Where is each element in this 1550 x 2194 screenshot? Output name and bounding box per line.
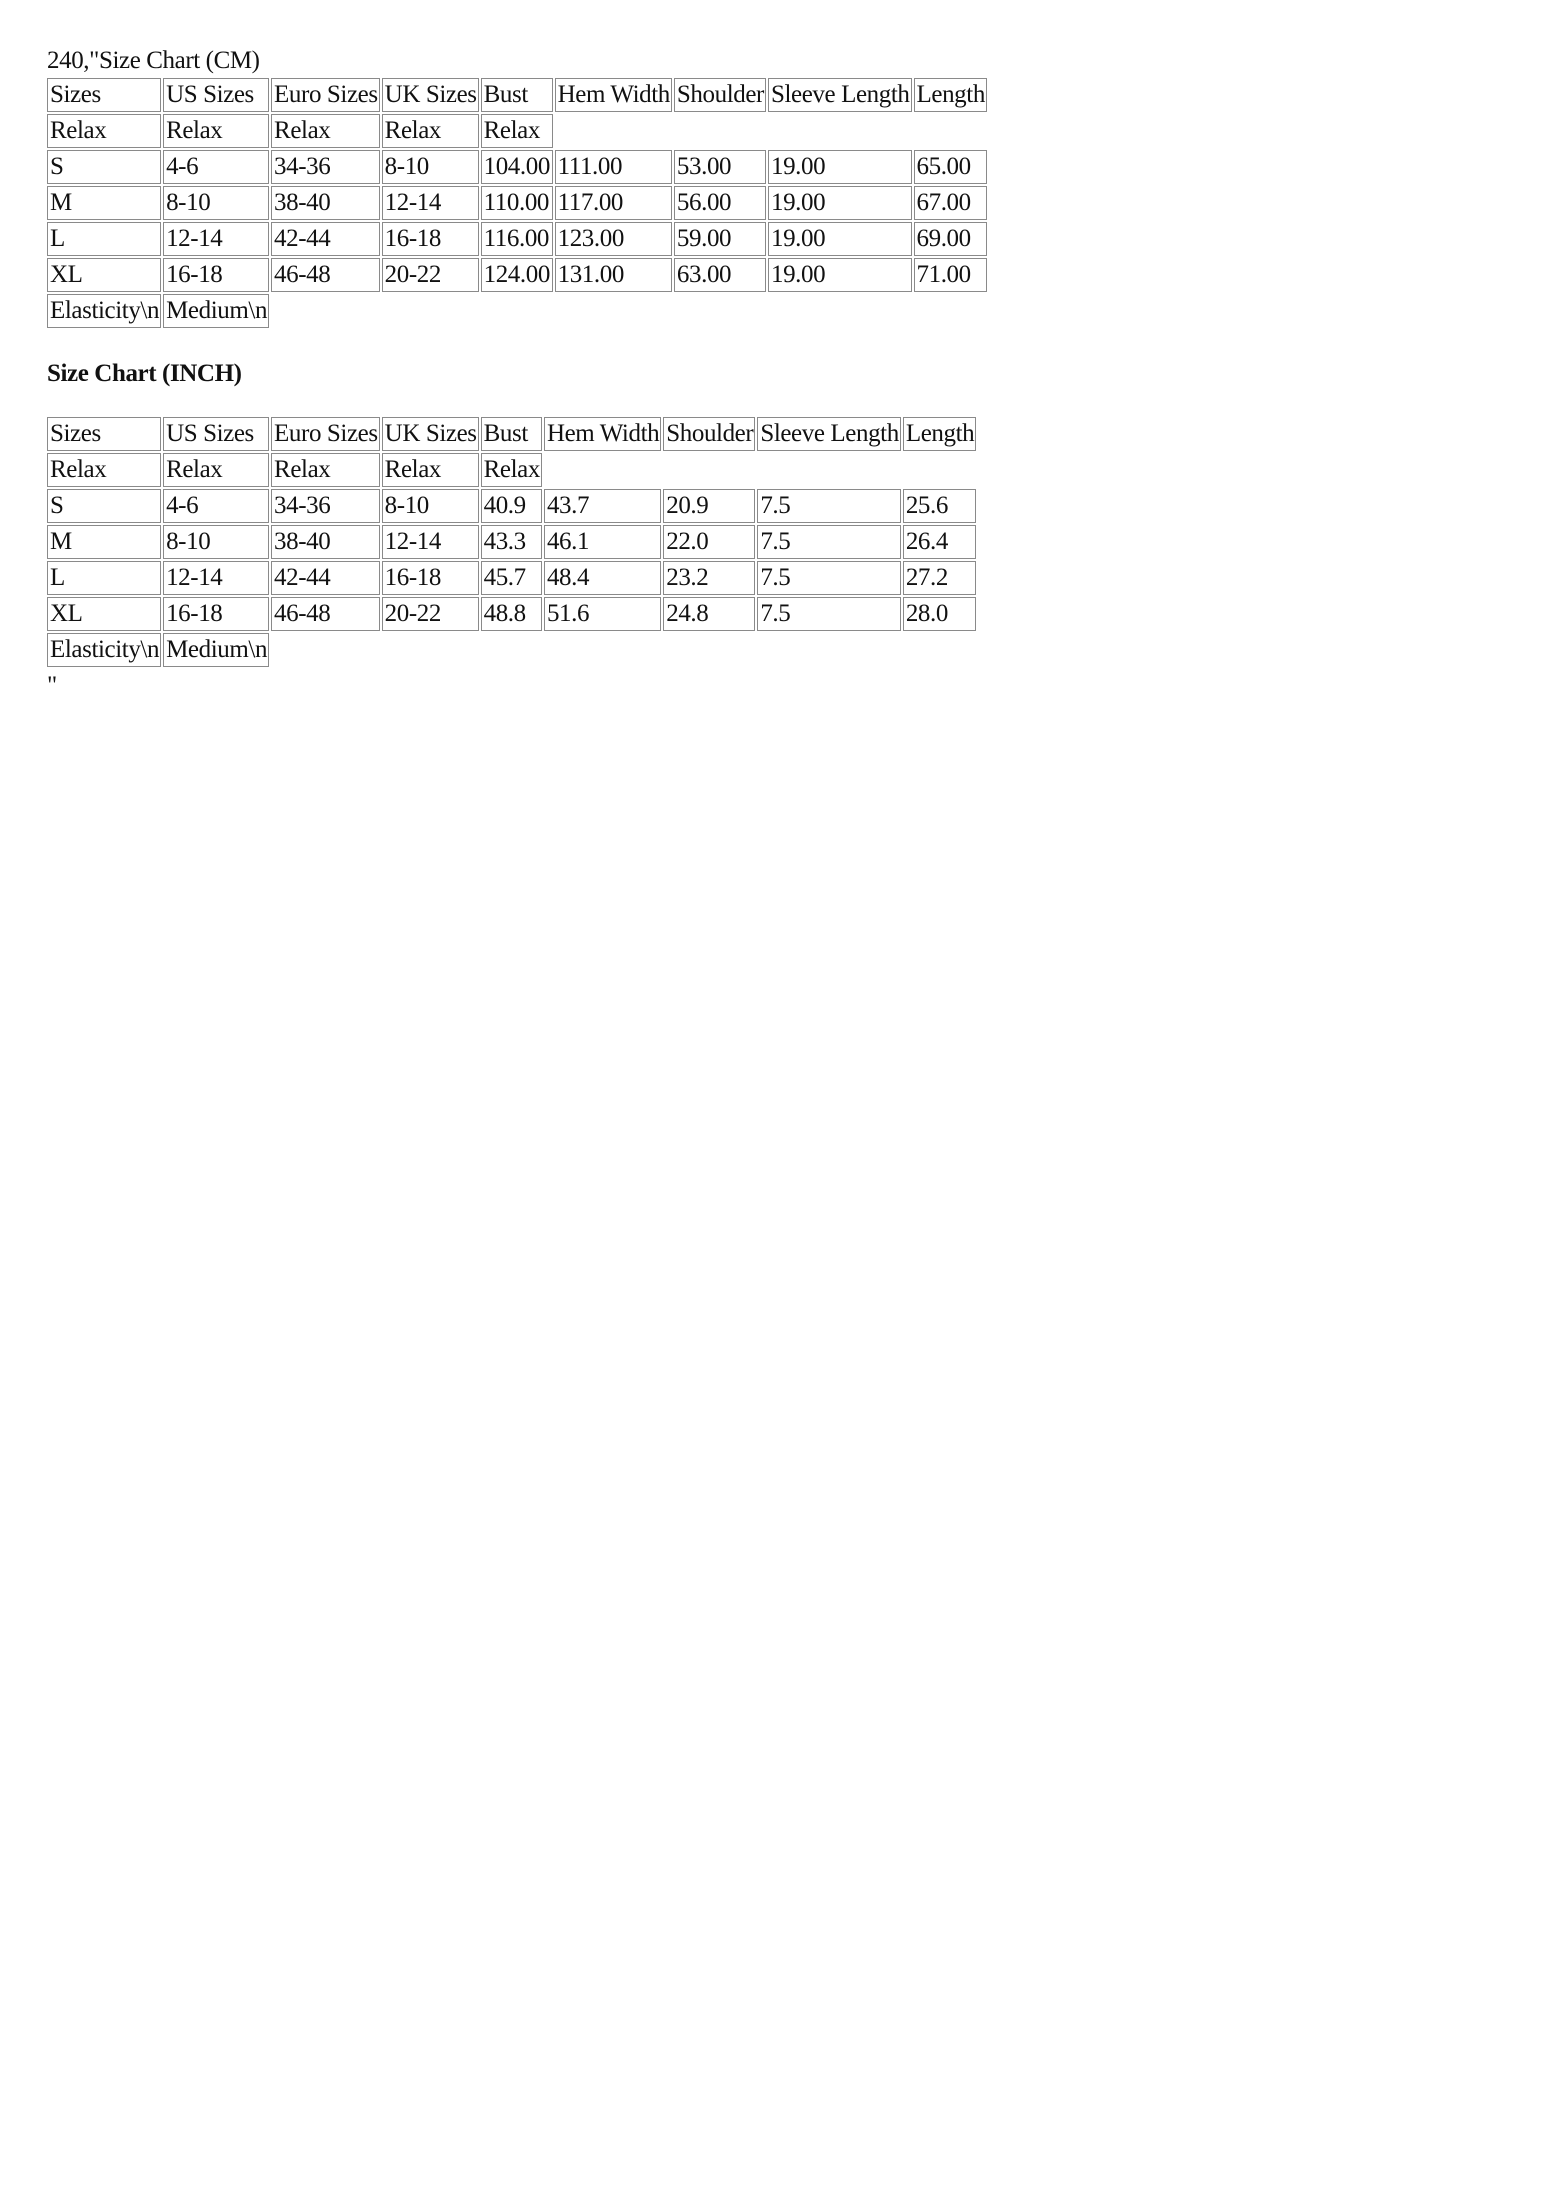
table-cell: 7.5 bbox=[757, 489, 901, 523]
table-cell: 131.00 bbox=[555, 258, 672, 292]
empty-cell bbox=[271, 294, 987, 328]
table-cell: 19.00 bbox=[768, 150, 912, 184]
table-cell: 20-22 bbox=[382, 597, 479, 631]
relax-cell: Relax bbox=[163, 114, 269, 148]
header-cell: US Sizes bbox=[163, 417, 269, 451]
table-cell: L bbox=[47, 222, 161, 256]
table-cell: 65.00 bbox=[914, 150, 987, 184]
table-cell: 12-14 bbox=[382, 525, 479, 559]
size-chart-cm-table bbox=[45, 76, 989, 330]
table-cell: 71.00 bbox=[914, 258, 987, 292]
table-cell: 34-36 bbox=[271, 150, 380, 184]
table-cell: 124.00 bbox=[481, 258, 553, 292]
header-cell: Euro Sizes bbox=[271, 78, 380, 112]
table-cell: XL bbox=[47, 258, 161, 292]
table-cell: 16-18 bbox=[163, 258, 269, 292]
footer-row bbox=[47, 294, 987, 328]
table-cell: S bbox=[47, 489, 161, 523]
table-cell: 16-18 bbox=[382, 561, 479, 595]
header-cell: Length bbox=[914, 78, 987, 112]
table-cell: 28.0 bbox=[903, 597, 976, 631]
table-cell: 67.00 bbox=[914, 186, 987, 220]
header-cell: US Sizes bbox=[163, 78, 269, 112]
table-cell: 123.00 bbox=[555, 222, 672, 256]
empty-cell bbox=[271, 633, 976, 667]
table-cell: 25.6 bbox=[903, 489, 976, 523]
table-cell: L bbox=[47, 561, 161, 595]
table-cell: 43.3 bbox=[481, 525, 542, 559]
table-cell: 16-18 bbox=[163, 597, 269, 631]
table-cell: 38-40 bbox=[271, 186, 380, 220]
footer-cell: Medium\n bbox=[163, 294, 269, 328]
table-cell: 19.00 bbox=[768, 222, 912, 256]
table-cell: M bbox=[47, 186, 161, 220]
table-cell: 8-10 bbox=[382, 489, 479, 523]
relax-cell: Relax bbox=[271, 114, 380, 148]
table-cell: 51.6 bbox=[544, 597, 661, 631]
table-row bbox=[47, 489, 976, 523]
footer-row bbox=[47, 633, 976, 667]
table-cell: 4-6 bbox=[163, 150, 269, 184]
table-cell: 48.8 bbox=[481, 597, 542, 631]
table-cell: S bbox=[47, 150, 161, 184]
intro-text: 240,"Size Chart (CM) bbox=[47, 47, 260, 74]
relax-cell: Relax bbox=[47, 114, 161, 148]
table-cell: 48.4 bbox=[544, 561, 661, 595]
header-cell: Sizes bbox=[47, 417, 161, 451]
header-cell: Hem Width bbox=[544, 417, 661, 451]
relax-cell: Relax bbox=[382, 453, 479, 487]
table-cell: 26.4 bbox=[903, 525, 976, 559]
empty-cell bbox=[544, 453, 976, 487]
table-cell: 19.00 bbox=[768, 186, 912, 220]
table-cell: 34-36 bbox=[271, 489, 380, 523]
table-cell: 19.00 bbox=[768, 258, 912, 292]
table-cell: 69.00 bbox=[914, 222, 987, 256]
table-cell: 7.5 bbox=[757, 561, 901, 595]
table-row bbox=[47, 258, 987, 292]
header-cell: UK Sizes bbox=[382, 78, 479, 112]
header-cell: Sleeve Length bbox=[757, 417, 901, 451]
table-cell: 63.00 bbox=[674, 258, 766, 292]
relax-cell: Relax bbox=[47, 453, 161, 487]
table-cell: 8-10 bbox=[163, 186, 269, 220]
document-page bbox=[47, 46, 989, 701]
table-row bbox=[47, 561, 976, 595]
header-cell: Shoulder bbox=[674, 78, 766, 112]
relax-cell: Relax bbox=[271, 453, 380, 487]
table-cell: 110.00 bbox=[481, 186, 553, 220]
table-cell: 46-48 bbox=[271, 258, 380, 292]
relax-cell: Relax bbox=[481, 114, 553, 148]
table-cell: 59.00 bbox=[674, 222, 766, 256]
table-cell: 117.00 bbox=[555, 186, 672, 220]
table-row bbox=[47, 186, 987, 220]
table-cell: 23.2 bbox=[663, 561, 755, 595]
table-cell: 8-10 bbox=[382, 150, 479, 184]
size-chart-inch-table bbox=[45, 415, 978, 669]
table-cell: 12-14 bbox=[163, 222, 269, 256]
table-header-row bbox=[47, 78, 987, 112]
header-cell: UK Sizes bbox=[382, 417, 479, 451]
table-row bbox=[47, 222, 987, 256]
header-cell: Hem Width bbox=[555, 78, 672, 112]
table-cell: 46.1 bbox=[544, 525, 661, 559]
header-cell: Length bbox=[903, 417, 976, 451]
table-row bbox=[47, 597, 976, 631]
table-cell: 7.5 bbox=[757, 525, 901, 559]
table-cell: 27.2 bbox=[903, 561, 976, 595]
table-cell: 20-22 bbox=[382, 258, 479, 292]
table-cell: 40.9 bbox=[481, 489, 542, 523]
footer-cell: Elasticity\n bbox=[47, 633, 161, 667]
header-cell: Euro Sizes bbox=[271, 417, 380, 451]
table-cell: 46-48 bbox=[271, 597, 380, 631]
footer-cell: Elasticity\n bbox=[47, 294, 161, 328]
table-cell: 43.7 bbox=[544, 489, 661, 523]
header-cell: Bust bbox=[481, 417, 542, 451]
relax-row bbox=[47, 453, 976, 487]
header-cell: Sizes bbox=[47, 78, 161, 112]
table-cell: 42-44 bbox=[271, 561, 380, 595]
section-title-inch: Size Chart (INCH) bbox=[47, 360, 242, 387]
table-cell: 38-40 bbox=[271, 525, 380, 559]
table-row bbox=[47, 150, 987, 184]
table-cell: 104.00 bbox=[481, 150, 553, 184]
header-cell: Sleeve Length bbox=[768, 78, 912, 112]
table-cell: XL bbox=[47, 597, 161, 631]
table-cell: 111.00 bbox=[555, 150, 672, 184]
table-cell: 4-6 bbox=[163, 489, 269, 523]
table-cell: 53.00 bbox=[674, 150, 766, 184]
table-cell: 116.00 bbox=[481, 222, 553, 256]
relax-cell: Relax bbox=[481, 453, 542, 487]
table-cell: 24.8 bbox=[663, 597, 755, 631]
header-cell: Shoulder bbox=[663, 417, 755, 451]
table-cell: M bbox=[47, 525, 161, 559]
table-cell: 45.7 bbox=[481, 561, 542, 595]
relax-row bbox=[47, 114, 987, 148]
table-cell: 22.0 bbox=[663, 525, 755, 559]
table-cell: 42-44 bbox=[271, 222, 380, 256]
table-cell: 7.5 bbox=[757, 597, 901, 631]
table-row bbox=[47, 525, 976, 559]
footer-cell: Medium\n bbox=[163, 633, 269, 667]
table-header-row bbox=[47, 417, 976, 451]
table-cell: 56.00 bbox=[674, 186, 766, 220]
header-cell: Bust bbox=[481, 78, 553, 112]
relax-cell: Relax bbox=[163, 453, 269, 487]
table-cell: 20.9 bbox=[663, 489, 755, 523]
empty-cell bbox=[555, 114, 987, 148]
table-cell: 8-10 bbox=[163, 525, 269, 559]
relax-cell: Relax bbox=[382, 114, 479, 148]
table-cell: 12-14 bbox=[382, 186, 479, 220]
table-cell: 16-18 bbox=[382, 222, 479, 256]
table-cell: 12-14 bbox=[163, 561, 269, 595]
closing-quote: " bbox=[47, 672, 57, 699]
